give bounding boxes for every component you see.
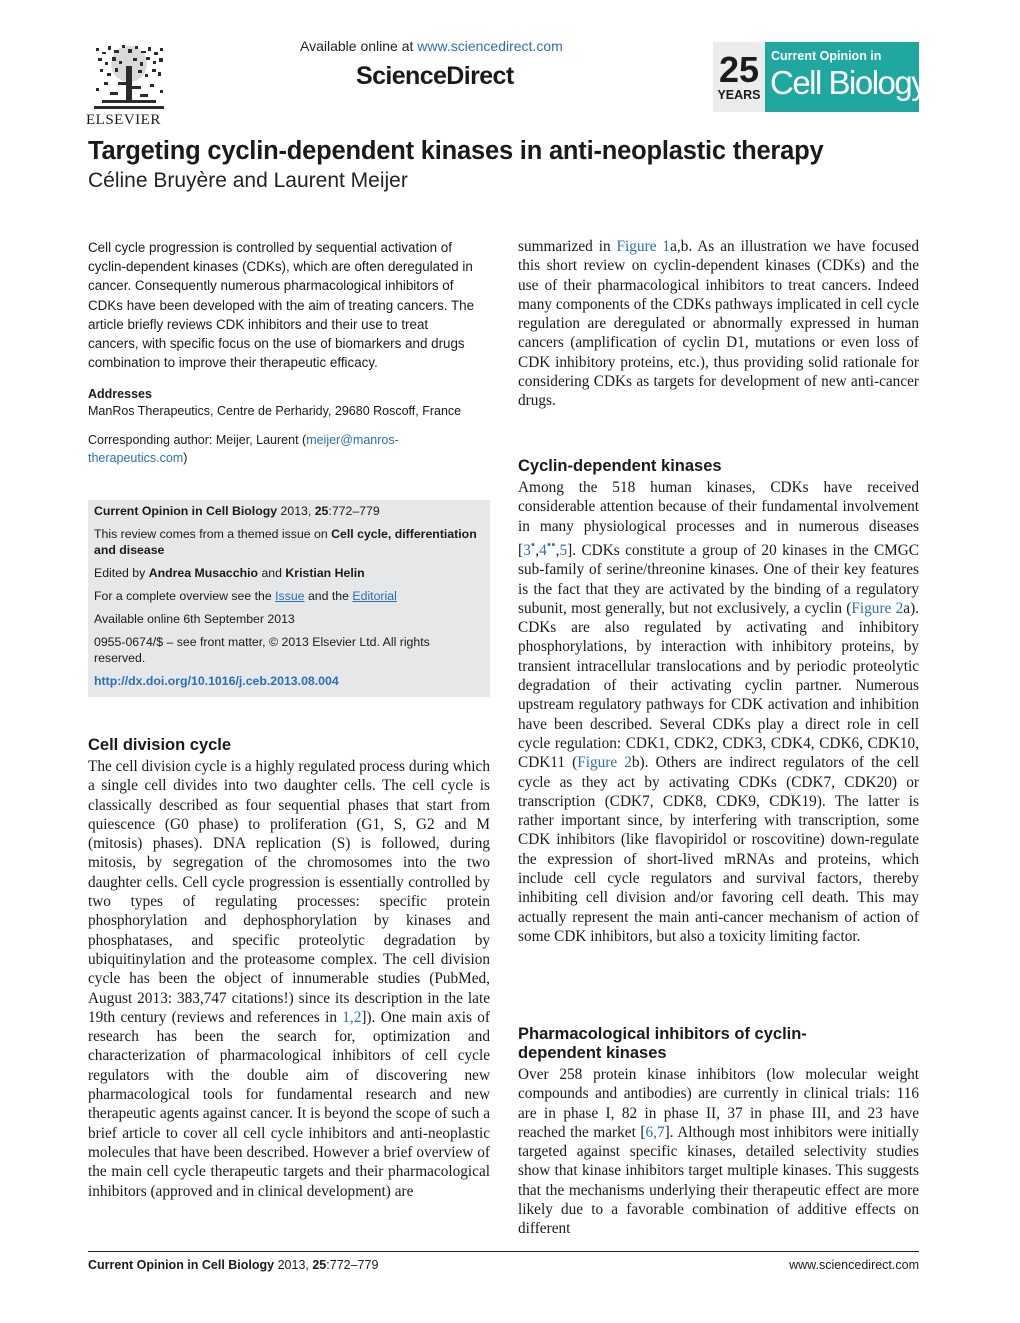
cdk-text-b: ]. CDKs constitute a group of 20 kinases in the CMGC sub-family of serine/threonine kinases. One of their key features is the fact that they are activated by the binding of a regulatory subunit, most generally, but not exclusively, a cyclin ( (518, 541, 919, 617)
logo-years: YEARS (717, 88, 761, 102)
infobox-available: Available online 6th September 2013 (94, 612, 295, 626)
availability-line (300, 38, 563, 54)
article-authors: Céline Bruyère and Laurent Meijer (88, 169, 408, 192)
footer-url: www.sciencedirect.com (789, 1258, 919, 1272)
addresses-text: ManRos Therapeutics, Centre de Perharidy, 29680 Roscoff, France (88, 403, 462, 418)
infobox-theme (94, 526, 484, 558)
figure-2a-link[interactable]: Figure 2 (851, 599, 904, 617)
article-info-box (88, 500, 490, 697)
cdk-text-a: Among the 518 human kinases, CDKs have received considerable attention because of their fundamental involvement in many physiological processes and in numerous diseases [ (518, 479, 919, 559)
article-title: Targeting cyclin-dependent kinases in anti-neoplastic therapy (88, 137, 824, 165)
issue-link[interactable]: Issue (275, 589, 305, 603)
pharma-text-a: Over 258 protein kinase inhibitors (low molecular weight compounds and antibodies) are currently in clinical trials: 116 are in phase I, 82 in phase II, 37 in phase III, and 23 have reached the market [ (518, 1066, 919, 1141)
figure-2b-link[interactable]: Figure 2 (577, 754, 632, 772)
section-body-cell-division-cycle (88, 757, 490, 1201)
intro-continued-paragraph (518, 237, 919, 411)
figure-1-link[interactable]: Figure 1 (616, 238, 671, 255)
cell-division-text-a: The cell division cycle is a highly regulated process during which a single cell divides into two daughter cells. The cell cycle is classically described as four sequential phases that start from quiescence (G0 phase) to proliferation (G1, S, G2 and M (mitosis) phases). DNA replication (S) is followed, during mitosis, by segregation of the chromosomes into the two daughter cells. Cell cycle progression is essentially controlled by two types of regulating processes: specific protein phosphorylation and dephosphorylation by kinases and phosphatases, and specific proteolytic degradation by ubiquitinylation and the proteasome complex. The cell division cycle has been the object of innumerable studies (PubMed, August 2013: 383,747 citations!) since its description in the late 19th century (reviews and references in (88, 758, 490, 1026)
infobox-editor-1: Andrea Musacchio (148, 566, 259, 580)
infobox-theme-title: Cell cycle, differentiation and disease (94, 527, 477, 557)
footer-journal: Current Opinion in Cell Biology (88, 1258, 275, 1272)
infobox-theme-prefix: This review comes from a themed issue on (94, 527, 332, 541)
publisher-name: ELSEVIER (86, 112, 161, 128)
infobox-doi-row (94, 673, 484, 689)
intro-text-a: summarized in (518, 238, 617, 255)
cdk-paragraph (518, 478, 919, 946)
cell-division-paragraph (88, 757, 490, 1201)
section-heading-pharmacological-inhibitors: Pharmacological inhibitors of cyclin-dependent kinases (518, 1025, 807, 1062)
sciencedirect-wordmark: ScienceDirect (356, 62, 514, 90)
cell-division-text-b: ]). One main axis of research has been the search for, optimization and characterization of pharmacological inhibitors of cell cycle regulators with the double aim of discovering new pharmacological tools for fundamental research and new therapeutic agents against cancer. It is beyond the scope of such a brief article to cover all cell cycle inhibitors and anti-neoplastic molecules that have been described. However a brief overview of the main cell cycle therapeutic targets and their pharmacological inhibitors (approved and in clinical development) are (88, 1008, 490, 1200)
infobox-edited-and: and (258, 566, 286, 580)
footer-divider (88, 1251, 919, 1252)
correspondence-suffix: ) (183, 450, 188, 465)
infobox-edited-prefix: Edited by (94, 566, 149, 580)
addresses-block (88, 386, 480, 419)
intro-text-b: a,b. As an illustration we have focused this short review on cyclin-dependent kinases (CDKs) and the use of their pharmacological inhibitors to treat cancers. Indeed many components of the CDKs pathways implicated in cell cycle regulation are deregulated or abnormally expressed in human cancers (amplification of cyclin D1, mutations or even loss of CDK inhibitory proteins, etc.), thus providing solid rationale for considering CDKs as targets for development of new anti-cancer drugs. (518, 238, 919, 410)
infobox-volume: 25 (314, 504, 329, 518)
addresses-label: Addresses (88, 387, 152, 401)
infobox-year: 2013, (280, 504, 312, 518)
availability-prefix: Available online at (300, 38, 418, 54)
reference-link-4[interactable]: 4 (539, 541, 547, 559)
infobox-journal: Current Opinion in Cell Biology (94, 504, 278, 518)
editorial-link[interactable]: Editorial (352, 589, 397, 603)
section-body-pharmacological-inhibitors (518, 1065, 919, 1239)
logo-journal-bottom: Cell Biology (770, 64, 919, 101)
intro-continued (518, 237, 919, 411)
abstract (88, 238, 480, 372)
reference-link-6-7[interactable]: 6,7 (645, 1123, 665, 1141)
footer-volume: 25 (312, 1258, 327, 1272)
footer-pages: :772–779 (326, 1258, 379, 1272)
section-heading-cell-division-cycle: Cell division cycle (88, 736, 232, 754)
infobox-copyright: 0955-0674/$ – see front matter, © 2013 Elsevier Ltd. All rights reserved. (94, 635, 430, 665)
reference-link-5[interactable]: 5 (559, 541, 568, 559)
section-body-cyclin-dependent-kinases (518, 478, 919, 946)
footer-year: 2013, (277, 1258, 309, 1272)
infobox-overview-prefix: For a complete overview see the (94, 589, 276, 603)
infobox-pages: :772–779 (328, 504, 380, 518)
footer-citation (88, 1258, 378, 1272)
correspondence-prefix: Corresponding author: Meijer, Laurent ( (88, 433, 307, 447)
sciencedirect-link[interactable]: www.sciencedirect.com (417, 38, 563, 54)
logo-journal-top: Current Opinion in (771, 49, 882, 63)
correspondence-email-link[interactable]: meijer@manros-therapeutics.com (88, 433, 399, 465)
section-heading-cyclin-dependent-kinases: Cyclin-dependent kinases (518, 457, 722, 475)
infobox-editor-2: Kristian Helin (285, 566, 365, 580)
pharma-text-b: ]. Although most inhibitors were initially targeted against specific kinases, detailed selectivity studies show that kinase inhibitors target multiple kinases. This suggests that the mechanisms underlying their therapeutic effect are more likely due to a favorable combination of additive effects on different (518, 1123, 919, 1238)
cdk-text-c: a). CDKs are also regulated by activating and inhibitory phosphorylations, by interaction with inhibitory proteins, by transient intracellular translocations and by periodic proteolytic degradation of their activating cyclin partner. Numerous upstream regulatory pathways for CDK activation and inhibition have been described. Several CDKs play a direct role in cell cycle regulation: CDK1, CDK2, CDK3, CDK4, CDK6, CDK10, CDK11 ( (518, 599, 919, 772)
reference-marker-4: •• (546, 537, 556, 552)
abstract-text: Cell cycle progression is controlled by sequential activation of cyclin-dependent kinases (CDKs), which are often deregulated in cancer. Consequently numerous pharmacological inhibitors of CDKs have been developed with the aim of treating cancers. The article briefly reviews CDK inhibitors and their use to treat cancers, with specific focus on the use of biomarkers and drugs combination to improve their therapeutic efficacy. (88, 240, 475, 371)
infobox-overview-and: and the (304, 589, 353, 603)
cdk-comma-2: , (555, 541, 560, 559)
journal-logo (713, 42, 919, 112)
reference-link-3[interactable]: 3 (523, 541, 531, 559)
infobox-editors (94, 565, 484, 581)
reference-marker-3: • (530, 537, 536, 552)
cdk-comma-1: , (535, 541, 540, 559)
pharma-paragraph (518, 1065, 919, 1239)
cdk-text-d: b). Others are indirect regulators of the cell cycle as they act by activating CDKs (CDK7, CDK20) or transcription (CDK7, CDK8, CDK9, CDK19). The latter is rather important since, by interfering with transcription, some CDK inhibitors (like flavopiridol or roscovitine) down-regulate the expression of short-lived mRNAs and proteins, which include cell cycle regulators and survival factors, thereby inhibiting cell division and/or favoring cell death. This may actually represent the main anti-cancer mechanism of action of some CDK inhibitors, but also a toxicity limiting factor. (518, 754, 919, 945)
infobox-overview (94, 588, 484, 604)
doi-link[interactable]: http://dx.doi.org/10.1016/j.ceb.2013.08.004 (94, 674, 339, 688)
reference-link-1-2[interactable]: 1,2 (342, 1008, 362, 1026)
infobox-citation (94, 503, 484, 519)
correspondence-block (88, 432, 480, 467)
logo-number: 25 (718, 49, 760, 90)
